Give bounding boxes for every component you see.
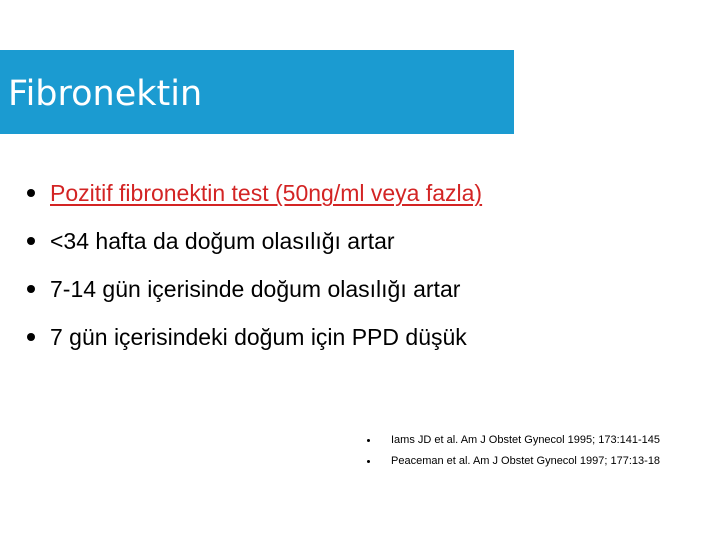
reference-dot-icon xyxy=(367,439,370,442)
bullet-text-highlighted: Pozitif fibronektin test (50ng/ml veya fazla) xyxy=(50,180,483,206)
bullet-text: <34 hafta da doğum olasılığı artar xyxy=(50,228,395,254)
slide-title: Fibronektin xyxy=(8,74,203,114)
bullet-text: 7-14 gün içerisinde doğum olasılığı artar xyxy=(50,276,461,302)
bullet-dot-icon xyxy=(27,189,35,197)
bullet-dot-icon xyxy=(27,333,35,341)
bullet-dot-icon xyxy=(27,237,35,245)
reference-text: Iams JD et al. Am J Obstet Gynecol 1995; 173:141-145 xyxy=(391,434,661,446)
bullet-dot-icon xyxy=(27,285,35,293)
bullet-text: 7 gün içerisindeki doğum için PPD düşük xyxy=(50,324,467,350)
reference-dot-icon xyxy=(367,460,370,463)
reference-text: Peaceman et al. Am J Obstet Gynecol 1997; 177:13-18 xyxy=(391,455,661,467)
